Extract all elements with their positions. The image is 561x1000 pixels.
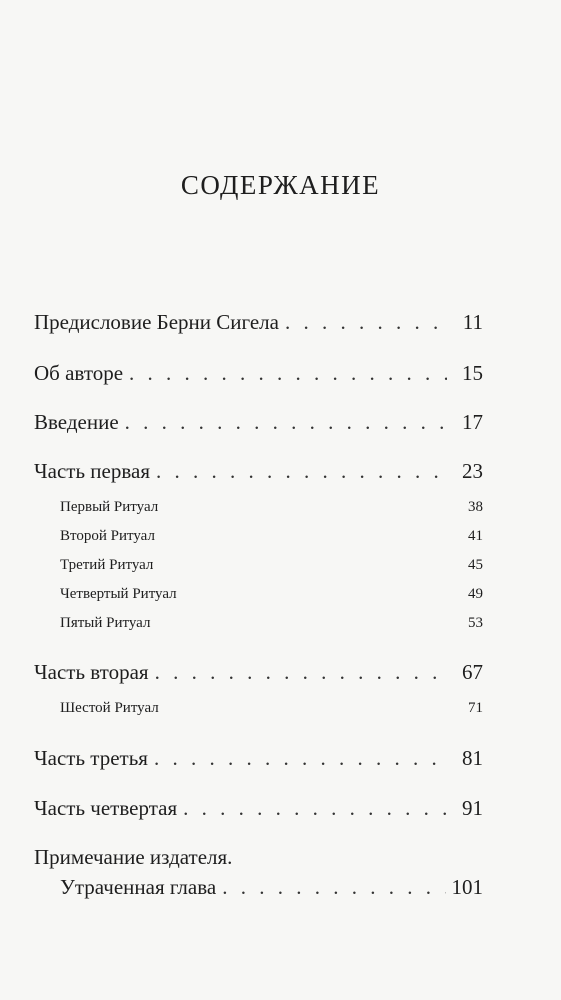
toc-entry-page: 71 xyxy=(468,700,483,716)
toc-subentry-ritual-5[interactable] xyxy=(60,615,483,632)
toc-entry-part-three[interactable] xyxy=(34,746,483,771)
toc-entry-page: 41 xyxy=(468,528,483,544)
toc-entry-label: Предисловие Берни Сигела xyxy=(34,310,279,334)
toc-entry-page: 45 xyxy=(468,557,483,573)
toc-subentry-ritual-2[interactable] xyxy=(60,528,483,545)
toc-entry-label: Об авторе xyxy=(34,361,124,385)
toc-entry-publisher-note[interactable] xyxy=(34,845,483,870)
toc-entry-label: Пятый Ритуал xyxy=(60,615,151,631)
toc-subentry-ritual-6[interactable] xyxy=(60,700,483,717)
toc-entry-page: 15 xyxy=(462,361,483,385)
toc-entry-page: 49 xyxy=(468,586,483,602)
toc-subentry-ritual-4[interactable] xyxy=(60,586,483,603)
toc-entry-page: 81 xyxy=(462,746,483,770)
dot-leader xyxy=(129,361,447,386)
toc-entry-part-four[interactable] xyxy=(34,796,483,821)
toc-entry-label: Часть четвертая xyxy=(34,796,178,820)
toc-entry-page: 67 xyxy=(462,660,483,684)
toc-entry-page: 101 xyxy=(451,875,483,899)
toc-entry-label: Третий Ритуал xyxy=(60,557,154,573)
toc-entry-label: Второй Ритуал xyxy=(60,528,155,544)
toc-entry-label: Введение xyxy=(34,410,119,434)
toc-entry-label: Часть вторая xyxy=(34,660,149,684)
dot-leader xyxy=(125,410,447,435)
toc-entry-page: 17 xyxy=(462,410,483,434)
toc-entry-label: Часть третья xyxy=(34,746,148,770)
toc-subentry-ritual-1[interactable] xyxy=(60,499,483,516)
dot-leader xyxy=(155,660,447,685)
dot-leader xyxy=(154,746,447,771)
dot-leader xyxy=(285,310,447,335)
dot-leader xyxy=(183,796,447,821)
toc-subentry-ritual-3[interactable] xyxy=(60,557,483,574)
toc-entry-continuation: Утраченная глава xyxy=(60,875,217,899)
toc-entry-page: 53 xyxy=(468,615,483,631)
toc-entry-foreword[interactable] xyxy=(34,310,483,335)
toc-entry-page: 91 xyxy=(462,796,483,820)
toc-entry-page: 23 xyxy=(462,459,483,483)
toc-entry-label: Первый Ритуал xyxy=(60,499,159,515)
toc-entry-label: Четвертый Ритуал xyxy=(60,586,177,602)
toc-entry-introduction[interactable] xyxy=(34,410,483,435)
dot-leader xyxy=(222,875,445,900)
toc-entry-lost-chapter[interactable] xyxy=(60,875,483,900)
toc-entry-label: Примечание издателя. xyxy=(34,845,233,869)
toc-entry-page: 38 xyxy=(468,499,483,515)
toc-entry-label: Шестой Ритуал xyxy=(60,700,159,716)
dot-leader xyxy=(156,459,447,484)
toc-entry-part-one[interactable] xyxy=(34,459,483,484)
toc-entry-about-author[interactable] xyxy=(34,361,483,386)
toc-entry-page: 11 xyxy=(462,310,483,334)
toc-entry-label: Часть первая xyxy=(34,459,150,483)
page-title: СОДЕРЖАНИЕ xyxy=(180,170,381,200)
toc-entry-part-two[interactable] xyxy=(34,660,483,685)
